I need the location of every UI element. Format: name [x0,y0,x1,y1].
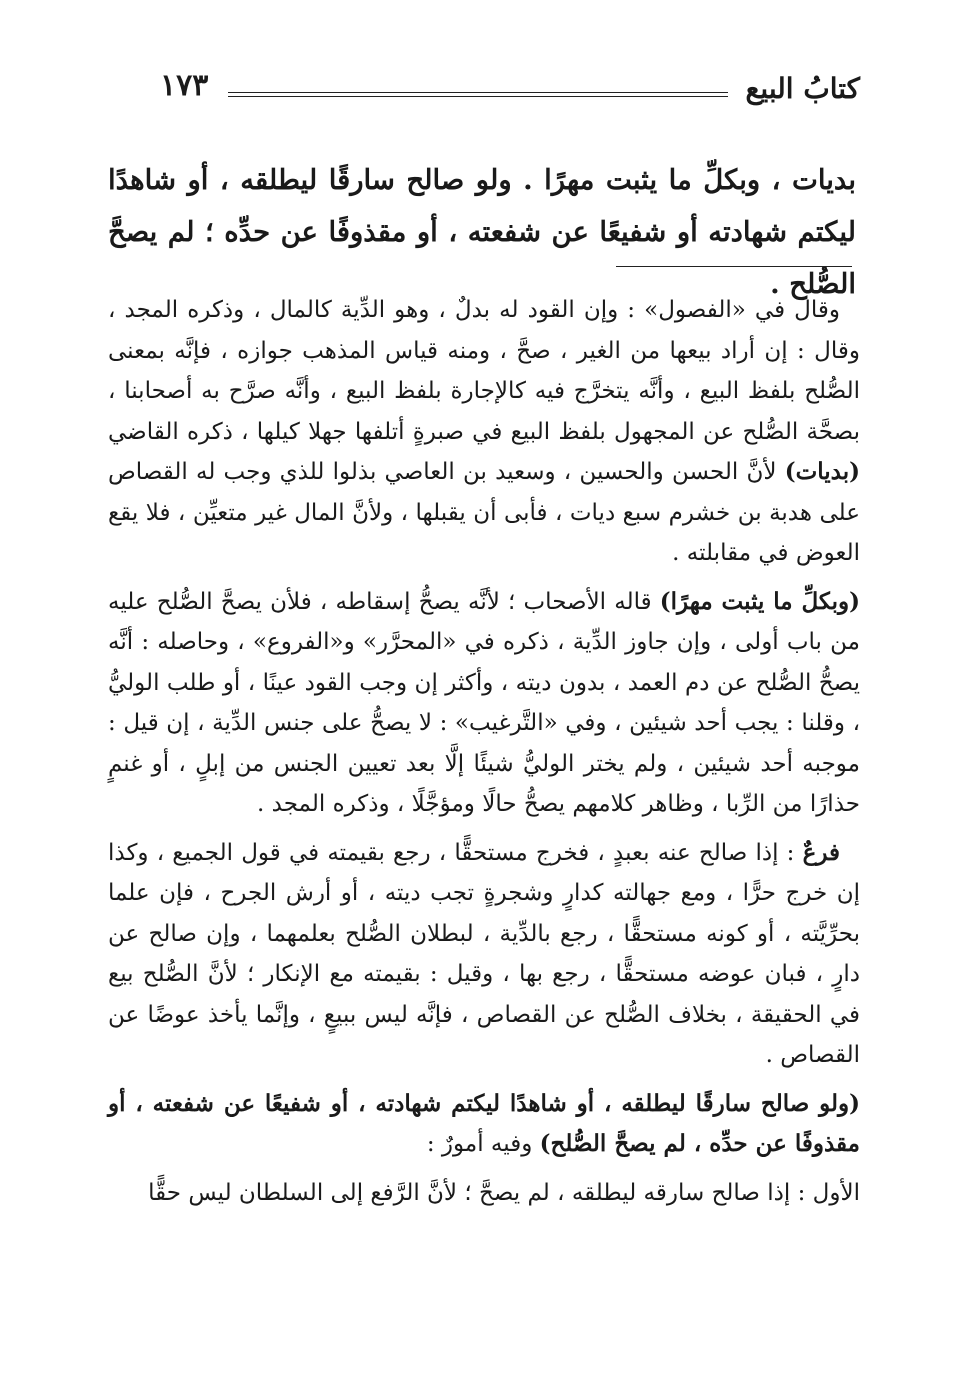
header-rule [228,92,728,93]
commentary-paragraph-2: (وبكلِّ ما يثبت مهرًا) قاله الأصحاب ؛ لأنَّه يصحُّ إسقاطه ، فلأن يصحَّ الصُّلح عليه من باب أولى ، وإن جاوز الدِّية ، ذكره في «المحرَّر» و«الفروع» ، وحاصله : أنَّه يصحُّ الصُّلح عن دم العمد ، بدون ديته ، وأكثر إن وجب القود عينًا ، أو طلب الوليُّ ، وقلنا : يجب أحد شيئين ، وفي «التَّرغيب» : لا يصحُّ على جنس الدِّية ، إن قيل : موجبه أحد شيئين ، ولم يختر الوليُّ شيئًا إلَّا بعد تعيين الجنس من إبلٍ ، أو غنمٍ حذارًا من الرِّبا ، وظاهر كلامهم يصحُّ حالًا ومؤجَّلًا ، وذكره المجد . [108,587,860,817]
quoted-phrase: (بديات) [784,458,860,485]
commentary-paragraph-5: الأول : إذا صالح سارقه ليطلقه ، لم يصحَّ ؛ لأنَّ الرَّفع إلى السلطان ليس حقًّا [148,1179,860,1206]
commentary [108,290,860,1221]
footnote-separator [616,266,852,267]
chapter-title: كتابُ البيع [745,72,860,105]
commentary-paragraph-1: وقال في «الفصول» : وإن القود له بدلٌ ، وهو الدِّية كالمال ، وذكره المجد ، وقال : إن أراد بيعها من الغير ، صحَّ ، ومنه قياس المذهب جوازه ، فإنَّه بمعنى الصُّلح بلفظ البيع ، وأنَّه يتخرَّج فيه كالإجارة بلفظ البيع ، وأنَّه صرَّح به أصحابنا ، بصحَّة الصُّلح عن المجهول بلفظ البيع في صبرةٍ أتلفها جهلا كيلها ، ذكره القاضي (بديات) لأنَّ الحسن والحسين ، وسعيد بن العاصي بذلوا للذي وجب له القصاص على هدبة بن خشرم سبع ديات ، فأبى أن يقبلها ، ولأنَّ المال غير متعيِّن ، فلا يقع العوض في مقابلته . [108,297,860,566]
header-rule-thin [228,96,728,97]
page-header [160,68,860,112]
branch-heading: فرعٌ [802,838,841,866]
main-text-paragraph: بديات ، وبكلِّ ما يثبت مهرًا . ولو صالح سارقًا ليطلقه ، أو شاهدًا ليكتم شهادته أو شفيعًا عن شفعته ، أو مقذوفًا عن حدِّه ؛ لم يصحَّ الصُّلح . [108,164,856,300]
commentary-paragraph-4: (ولو صالح سارقًا ليطلقه ، أو شاهدًا ليكتم شهادته ، أو شفيعًا عن شفعته ، أو مقذوفًا عن حدِّه ، لم يصحَّ الصُّلح) وفيه أمورٌ : [108,1089,860,1157]
page-number: ١٧٣ [160,68,209,103]
quoted-phrase: (وبكلِّ ما يثبت مهرًا) [659,587,860,615]
quoted-phrase: (ولو صالح سارقًا ليطلقه ، أو شاهدًا ليكتم شهادته ، أو شفيعًا عن شفعته ، أو مقذوفًا عن حدِّه ، لم يصحَّ الصُّلح) [108,1089,860,1157]
commentary-paragraph-3: فرعٌ : إذا صالح عنه بعبدٍ ، فخرج مستحقًّا ، رجع بقيمته في قول الجميع ، وكذا إن خرج حرًّا ، ومع جهالته كدارٍ وشجرةٍ تجب ديته ، أو أرش الجرح ، فإن علما بحرِّيَّته ، أو كونه مستحقًّا ، رجع بالدِّية ، لبطلان الصُّلح بعلمهما ، وإن صالح عن دارٍ ، فبان عوضه مستحقًّا ، رجع بها ، وقيل : بقيمته مع الإنكار ؛ لأنَّ الصُّلح بيع في الحقيقة ، بخلاف الصُّلح عن القصاص ، فإنَّه ليس ببيعٍ ، وإنَّما يأخذ عوضًا عن القصاص . [108,838,861,1068]
main-text [108,154,856,310]
